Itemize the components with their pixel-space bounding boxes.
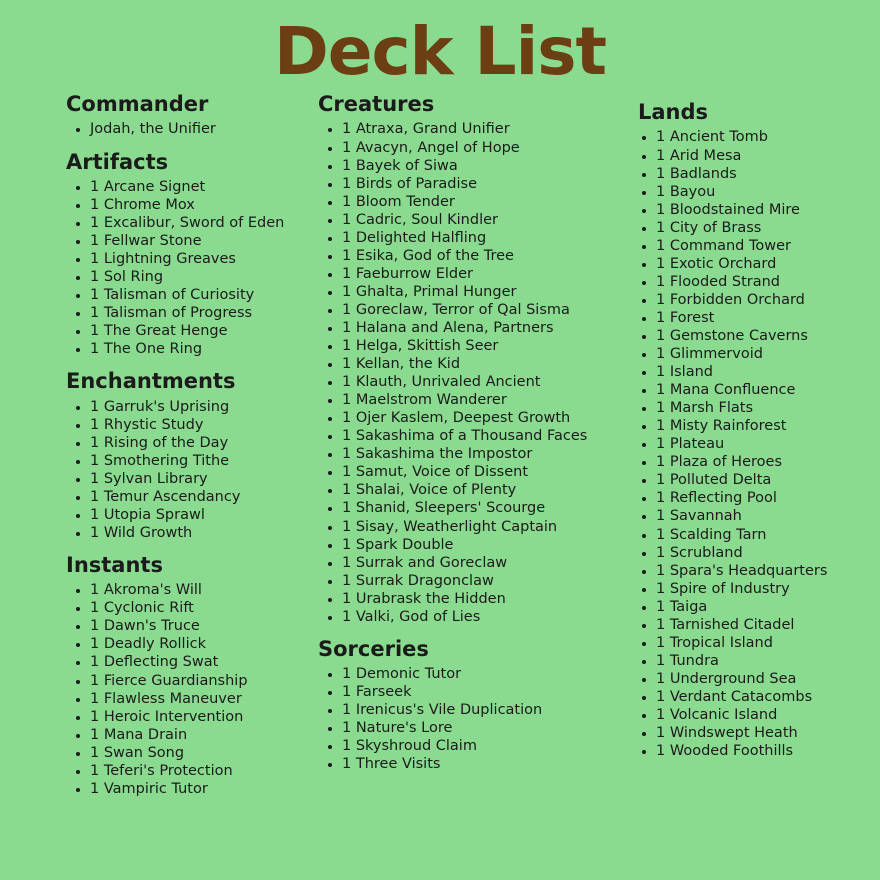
list-item: • 1 Tarnished Citadel xyxy=(656,616,856,634)
list-item: • 1 Samut, Voice of Dissent xyxy=(342,463,588,481)
card-list-sorceries xyxy=(296,665,588,773)
list-item: • 1 Bayek of Siwa xyxy=(342,157,588,175)
list-item: • 1 Exotic Orchard xyxy=(656,255,856,273)
list-item: • 1 Three Visits xyxy=(342,755,588,773)
list-item: • 1 Underground Sea xyxy=(656,670,856,688)
list-item: • 1 Tropical Island xyxy=(656,634,856,652)
list-item: • 1 Temur Ascendancy xyxy=(90,488,288,506)
list-item: • 1 Valki, God of Lies xyxy=(342,608,588,626)
list-item: • 1 Nature's Lore xyxy=(342,719,588,737)
list-item: • 1 Sakashima the Impostor xyxy=(342,445,588,463)
list-item: • 1 Deflecting Swat xyxy=(90,653,288,671)
list-item: • 1 Lightning Greaves xyxy=(90,250,288,268)
list-item: • 1 Klauth, Unrivaled Ancient xyxy=(342,373,588,391)
list-item: • 1 Fierce Guardianship xyxy=(90,672,288,690)
card-list-artifacts xyxy=(44,178,288,358)
list-item: • 1 Rising of the Day xyxy=(90,434,288,452)
list-item: • 1 Faeburrow Elder xyxy=(342,265,588,283)
list-item: • 1 Polluted Delta xyxy=(656,471,856,489)
list-item: • 1 Savannah xyxy=(656,507,856,525)
list-item: • 1 Sol Ring xyxy=(90,268,288,286)
list-item: • 1 Helga, Skittish Seer xyxy=(342,337,588,355)
list-item: • 1 Delighted Halfling xyxy=(342,229,588,247)
list-item: • 1 Talisman of Progress xyxy=(90,304,288,322)
list-item: • 1 Shalai, Voice of Plenty xyxy=(342,481,588,499)
card-list-lands xyxy=(616,128,856,760)
list-item: • 1 Marsh Flats xyxy=(656,399,856,417)
list-item: • 1 Sylvan Library xyxy=(90,470,288,488)
list-item: • 1 Arid Mesa xyxy=(656,147,856,165)
list-item: • 1 Rhystic Study xyxy=(90,416,288,434)
list-item: • 1 Badlands xyxy=(656,165,856,183)
list-item: • 1 Spara's Headquarters xyxy=(656,562,856,580)
list-item: • 1 Tundra xyxy=(656,652,856,670)
list-item: • 1 Talisman of Curiosity xyxy=(90,286,288,304)
list-item: • 1 Shanid, Sleepers' Scourge xyxy=(342,499,588,517)
list-item: • 1 The One Ring xyxy=(90,340,288,358)
list-item: • 1 Esika, God of the Tree xyxy=(342,247,588,265)
list-item: • 1 Atraxa, Grand Unifier xyxy=(342,120,588,138)
section-heading-commander: Commander xyxy=(66,92,209,117)
list-item: • 1 Ghalta, Primal Hunger xyxy=(342,283,588,301)
card-list-commander xyxy=(44,120,288,138)
section-heading-creatures: Creatures xyxy=(318,92,435,117)
list-item: • 1 Bloom Tender xyxy=(342,193,588,211)
list-item: • 1 Maelstrom Wanderer xyxy=(342,391,588,409)
list-item: • 1 Cadric, Soul Kindler xyxy=(342,211,588,229)
list-item: • 1 Sisay, Weatherlight Captain xyxy=(342,518,588,536)
list-item: • 1 Sakashima of a Thousand Faces xyxy=(342,427,588,445)
list-item: • 1 Utopia Sprawl xyxy=(90,506,288,524)
list-item: • 1 Misty Rainforest xyxy=(656,417,856,435)
list-item: • 1 Ojer Kaslem, Deepest Growth xyxy=(342,409,588,427)
list-item: • 1 City of Brass xyxy=(656,219,856,237)
list-item: • 1 Urabrask the Hidden xyxy=(342,590,588,608)
list-item: • 1 Spire of Industry xyxy=(656,580,856,598)
card-list-enchantments xyxy=(44,398,288,542)
list-item: • 1 Fellwar Stone xyxy=(90,232,288,250)
list-item: • 1 The Great Henge xyxy=(90,322,288,340)
section-heading-enchantments: Enchantments xyxy=(66,369,236,394)
section-heading-instants: Instants xyxy=(66,552,163,577)
column-right xyxy=(596,91,856,760)
list-item: • 1 Forest xyxy=(656,309,856,327)
list-item: • 1 Island xyxy=(656,363,856,381)
list-item: • 1 Glimmervoid xyxy=(656,345,856,363)
page-title: Deck List xyxy=(273,13,607,90)
list-item: • 1 Teferi's Protection xyxy=(90,762,288,780)
list-item: • 1 Arcane Signet xyxy=(90,178,288,196)
list-item: • 1 Skyshroud Claim xyxy=(342,737,588,755)
list-item: • 1 Avacyn, Angel of Hope xyxy=(342,139,588,157)
list-item: • 1 Forbidden Orchard xyxy=(656,291,856,309)
list-item: • 1 Plaza of Heroes xyxy=(656,453,856,471)
list-item: • 1 Dawn's Truce xyxy=(90,617,288,635)
card-list-creatures xyxy=(296,120,588,625)
list-item: • 1 Volcanic Island xyxy=(656,706,856,724)
list-item: • 1 Surrak Dragonclaw xyxy=(342,572,588,590)
deck-columns xyxy=(0,91,880,798)
list-item: • 1 Smothering Tithe xyxy=(90,452,288,470)
list-item: • 1 Mana Confluence xyxy=(656,381,856,399)
list-item: • 1 Windswept Heath xyxy=(656,724,856,742)
card-list-instants xyxy=(44,581,288,798)
list-item: • 1 Surrak and Goreclaw xyxy=(342,554,588,572)
list-item: • 1 Command Tower xyxy=(656,237,856,255)
list-item: • 1 Wild Growth xyxy=(90,524,288,542)
list-item: • 1 Garruk's Uprising xyxy=(90,398,288,416)
list-item: • 1 Bayou xyxy=(656,183,856,201)
list-item: • 1 Scalding Tarn xyxy=(656,526,856,544)
list-item: • 1 Verdant Catacombs xyxy=(656,688,856,706)
list-item: • 1 Gemstone Caverns xyxy=(656,327,856,345)
list-item: • 1 Irenicus's Vile Duplication xyxy=(342,701,588,719)
list-item: • 1 Chrome Mox xyxy=(90,196,288,214)
list-item: • 1 Flooded Strand xyxy=(656,273,856,291)
list-item: • 1 Mana Drain xyxy=(90,726,288,744)
list-item: • 1 Vampiric Tutor xyxy=(90,780,288,798)
list-item: • 1 Scrubland xyxy=(656,544,856,562)
list-item: • 1 Reflecting Pool xyxy=(656,489,856,507)
list-item: • 1 Goreclaw, Terror of Qal Sisma xyxy=(342,301,588,319)
list-item: • 1 Ancient Tomb xyxy=(656,128,856,146)
list-item: • 1 Heroic Intervention xyxy=(90,708,288,726)
column-middle xyxy=(296,91,596,773)
list-item: • 1 Farseek xyxy=(342,683,588,701)
section-heading-lands: Lands xyxy=(638,100,709,125)
list-item: • Jodah, the Unifier xyxy=(90,120,288,138)
list-item: • 1 Spark Double xyxy=(342,536,588,554)
list-item: • 1 Wooded Foothills xyxy=(656,742,856,760)
list-item: • 1 Akroma's Will xyxy=(90,581,288,599)
list-item: • 1 Swan Song xyxy=(90,744,288,762)
list-item: • 1 Kellan, the Kid xyxy=(342,355,588,373)
list-item: • 1 Demonic Tutor xyxy=(342,665,588,683)
list-item: • 1 Halana and Alena, Partners xyxy=(342,319,588,337)
list-item: • 1 Cyclonic Rift xyxy=(90,599,288,617)
list-item: • 1 Deadly Rollick xyxy=(90,635,288,653)
list-item: • 1 Bloodstained Mire xyxy=(656,201,856,219)
list-item: • 1 Taiga xyxy=(656,598,856,616)
column-left xyxy=(44,91,296,798)
section-heading-sorceries: Sorceries xyxy=(318,636,429,661)
list-item: • 1 Excalibur, Sword of Eden xyxy=(90,214,288,232)
list-item: • 1 Flawless Maneuver xyxy=(90,690,288,708)
section-heading-artifacts: Artifacts xyxy=(66,149,169,174)
list-item: • 1 Plateau xyxy=(656,435,856,453)
list-item: • 1 Birds of Paradise xyxy=(342,175,588,193)
